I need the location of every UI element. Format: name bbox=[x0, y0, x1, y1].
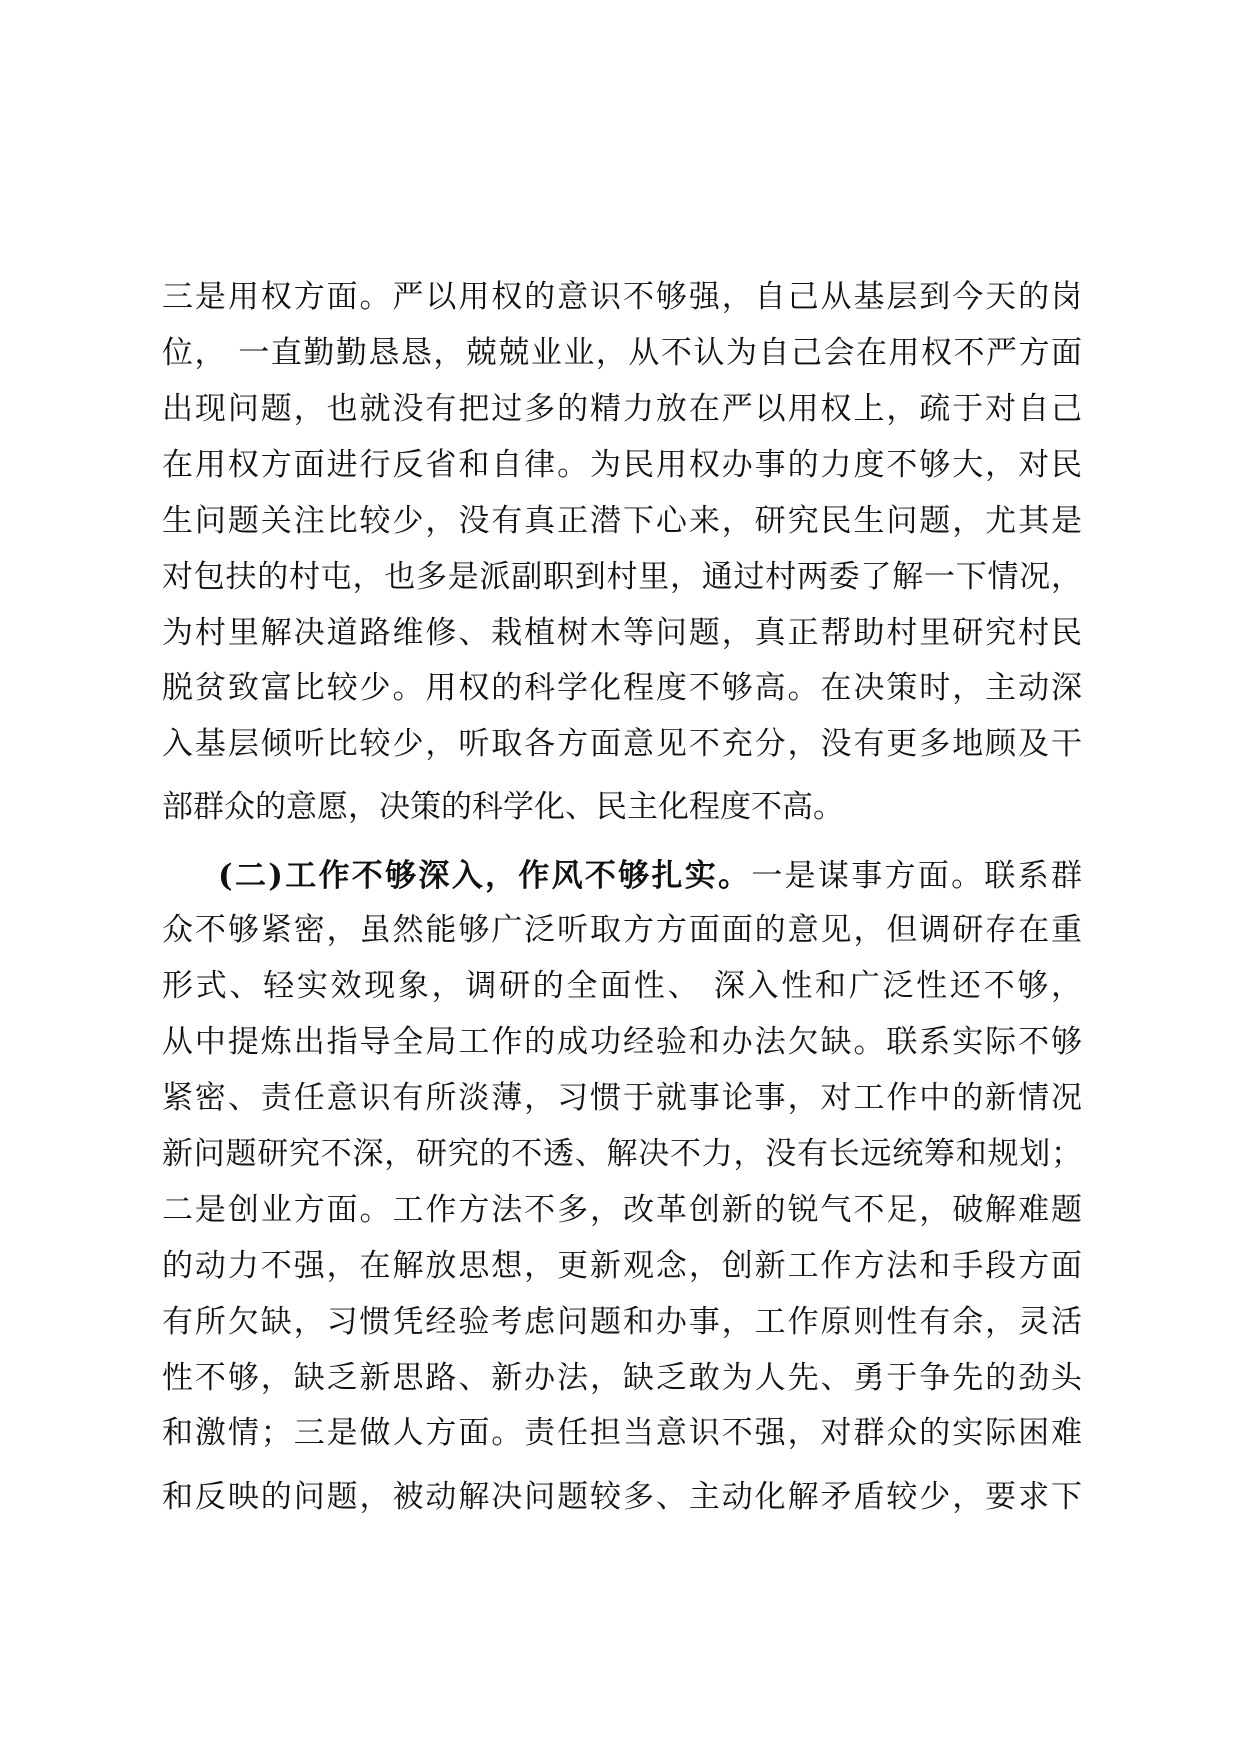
paragraph-1-line-8: 脱贫致富比较少。用权的科学化程度不够高。在决策时，主动深 bbox=[162, 670, 1082, 706]
paragraph-2-line-4: 从中提炼出指导全局工作的成功经验和办法欠缺。联系实际不够 bbox=[162, 1024, 1082, 1060]
paragraph-2-line-6: 新问题研究不深，研究的不透、解决不力，没有长远统筹和规划； bbox=[162, 1136, 1082, 1172]
paragraph-2-line-9: 有所欠缺，习惯凭经验考虑问题和办事，工作原则性有余，灵活 bbox=[162, 1304, 1082, 1340]
paragraph-1-line-10: 部群众的意愿，决策的科学化、民主化程度不高。 bbox=[162, 789, 844, 825]
paragraph-2-first-line bbox=[218, 856, 1082, 896]
paragraph-2-line-3: 形式、轻实效现象，调研的全面性、 深入性和广泛性还不够， bbox=[162, 968, 1082, 1004]
paragraph-2-line-10: 性不够，缺乏新思路、新办法，缺乏敢为人先、勇于争先的劲头 bbox=[162, 1360, 1082, 1396]
paragraph-2-line-11: 和激情；三是做人方面。责任担当意识不强，对群众的实际困难 bbox=[162, 1415, 1082, 1451]
paragraph-2-first-line-text: 一是谋事方面。联系群 bbox=[751, 858, 1082, 894]
paragraph-2-line-5: 紧密、责任意识有所淡薄，习惯于就事论事，对工作中的新情况 bbox=[162, 1080, 1082, 1116]
paragraph-2-line-7: 二是创业方面。工作方法不多，改革创新的锐气不足，破解难题 bbox=[162, 1192, 1082, 1228]
section-heading: (二)工作不够深入，作风不够扎实。 bbox=[218, 858, 752, 894]
paragraph-1-line-6: 对包扶的村屯，也多是派副职到村里，通过村两委了解一下情况， bbox=[162, 559, 1082, 595]
paragraph-1-line-9: 入基层倾听比较少，听取各方面意见不充分，没有更多地顾及干 bbox=[162, 726, 1082, 762]
paragraph-2-line-8: 的动力不强，在解放思想，更新观念，创新工作方法和手段方面 bbox=[162, 1248, 1082, 1284]
paragraph-1-line-1: 三是用权方面。严以用权的意识不够强，自己从基层到今天的岗 bbox=[162, 279, 1082, 315]
paragraph-1-line-7: 为村里解决道路维修、栽植树木等问题，真正帮助村里研究村民 bbox=[162, 615, 1082, 651]
paragraph-1-line-4: 在用权方面进行反省和自律。为民用权办事的力度不够大，对民 bbox=[162, 447, 1082, 483]
paragraph-2-line-12: 和反映的问题，被动解决问题较多、主动化解矛盾较少，要求下 bbox=[162, 1479, 1082, 1515]
paragraph-1-line-5: 生问题关注比较少，没有真正潜下心来，研究民生问题，尤其是 bbox=[162, 503, 1082, 539]
paragraph-1-line-2: 位， 一直勤勤恳恳，兢兢业业，从不认为自己会在用权不严方面 bbox=[162, 335, 1082, 371]
paragraph-2-line-2: 众不够紧密，虽然能够广泛听取方方面面的意见，但调研存在重 bbox=[162, 912, 1082, 948]
paragraph-1-line-3: 出现问题，也就没有把过多的精力放在严以用权上，疏于对自己 bbox=[162, 391, 1082, 427]
